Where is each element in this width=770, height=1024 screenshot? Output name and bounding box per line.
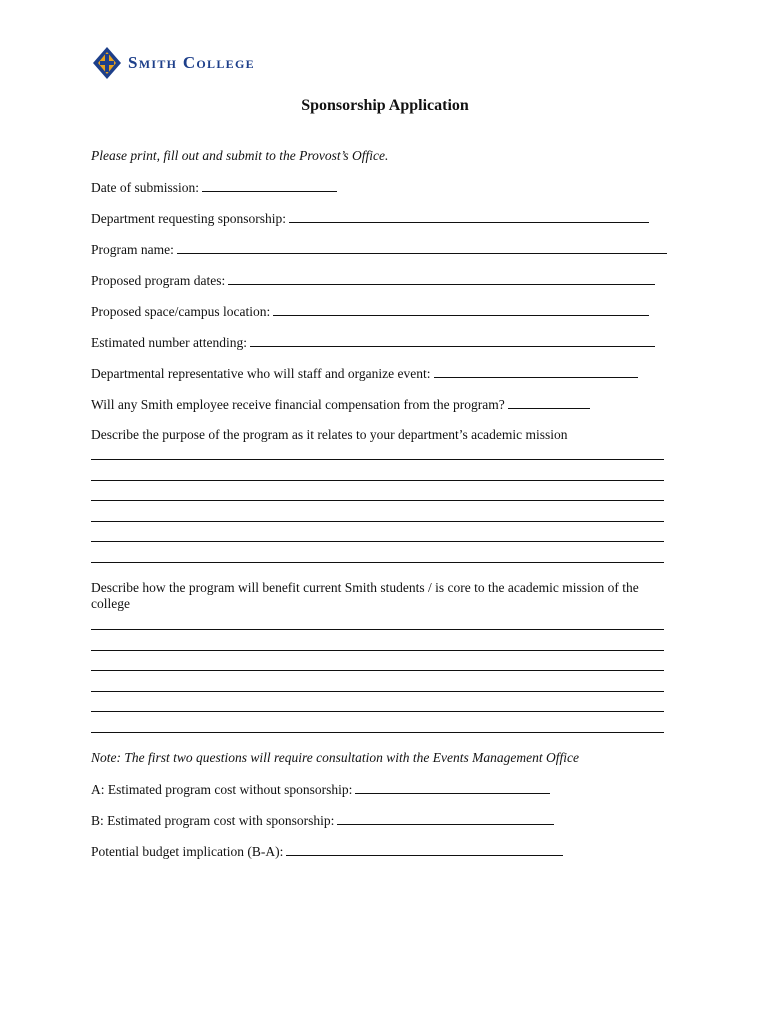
purpose-answer-line[interactable] <box>91 562 664 563</box>
budget-implication-blank[interactable] <box>286 843 563 856</box>
budget-implication-label: Potential budget implication (B-A): <box>91 844 284 859</box>
cost-b-blank[interactable] <box>337 812 554 825</box>
dates-blank[interactable] <box>228 272 655 285</box>
attending-label: Estimated number attending: <box>91 335 247 350</box>
date-label: Date of submission: <box>91 180 199 195</box>
department-blank[interactable] <box>289 210 649 223</box>
department-field-row <box>91 210 649 227</box>
benefit-answer-line[interactable] <box>91 732 664 733</box>
representative-blank[interactable] <box>434 365 638 378</box>
benefit-answer-line[interactable] <box>91 670 664 671</box>
attending-blank[interactable] <box>250 334 655 347</box>
smith-college-logo <box>92 46 255 80</box>
logo-text: Smith College <box>128 53 255 72</box>
program-name-blank[interactable] <box>177 241 667 254</box>
instructions: Please print, fill out and submit to the Provost’s Office. <box>91 148 389 163</box>
location-blank[interactable] <box>273 303 649 316</box>
attending-field-row <box>91 334 655 351</box>
location-label: Proposed space/campus location: <box>91 304 271 319</box>
smith-college-seal-icon <box>92 46 122 80</box>
purpose-answer-line[interactable] <box>91 500 664 501</box>
cost-a-blank[interactable] <box>355 781 550 794</box>
purpose-answer-line[interactable] <box>91 541 664 542</box>
cost-b-field-row <box>91 812 554 829</box>
purpose-question: Describe the purpose of the program as it relates to your department’s academic mission <box>91 427 568 442</box>
dates-field-row <box>91 272 655 289</box>
cost-a-field-row <box>91 781 550 798</box>
events-note: Note: The first two questions will require consultation with the Events Management Office <box>91 750 579 765</box>
representative-label: Departmental representative who will staff and organize event: <box>91 366 431 381</box>
cost-a-label: A: Estimated program cost without sponsorship: <box>91 782 353 797</box>
benefit-answer-line[interactable] <box>91 650 664 651</box>
page-title: Sponsorship Application <box>301 97 469 114</box>
cost-b-label: B: Estimated program cost with sponsorship: <box>91 813 335 828</box>
department-label: Department requesting sponsorship: <box>91 211 286 226</box>
representative-field-row <box>91 365 638 382</box>
location-field-row <box>91 303 649 320</box>
program-name-label: Program name: <box>91 242 174 257</box>
purpose-answer-line[interactable] <box>91 480 664 481</box>
date-blank[interactable] <box>202 179 337 192</box>
benefit-answer-line[interactable] <box>91 629 664 630</box>
dates-label: Proposed program dates: <box>91 273 226 288</box>
compensation-field-row <box>91 396 590 413</box>
budget-implication-field-row <box>91 843 563 860</box>
date-field-row <box>91 179 337 196</box>
benefit-question: Describe how the program will benefit current Smith students / is core to the academic mission of the college <box>91 580 639 611</box>
program-name-field-row <box>91 241 667 258</box>
benefit-answer-line[interactable] <box>91 691 664 692</box>
purpose-answer-line[interactable] <box>91 459 664 460</box>
purpose-answer-line[interactable] <box>91 521 664 522</box>
benefit-answer-line[interactable] <box>91 711 664 712</box>
compensation-label: Will any Smith employee receive financial compensation from the program? <box>91 397 505 412</box>
compensation-blank[interactable] <box>508 396 590 409</box>
